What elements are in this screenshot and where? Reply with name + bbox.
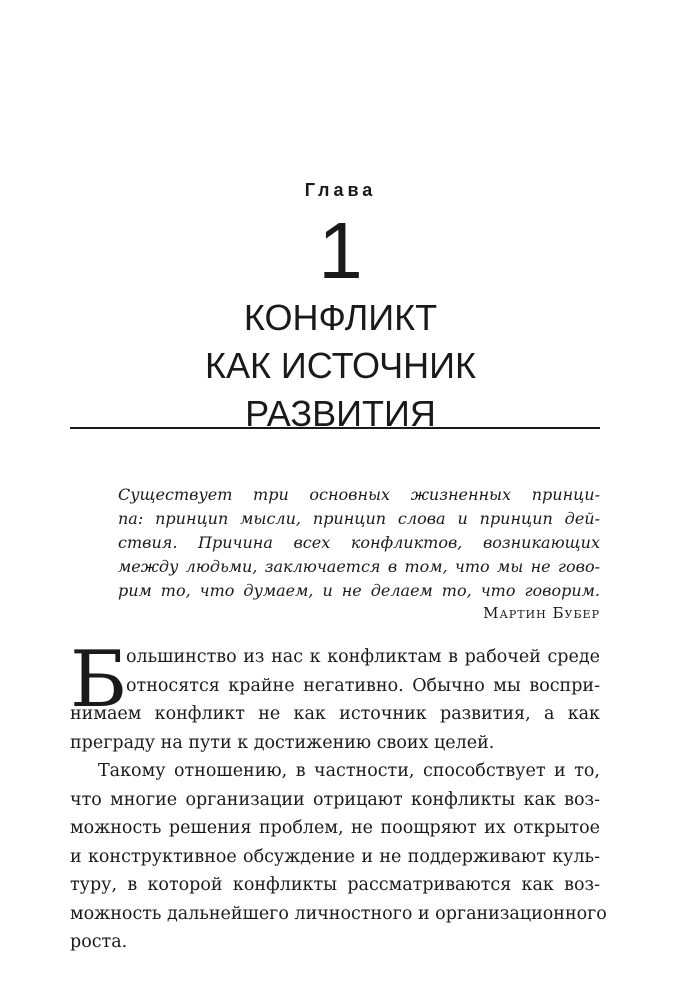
epigraph-line: рим то, что думаем, и не делаем то, что говорим. [118,581,600,600]
paragraph-line: что многие организации отрицают конфликты как воз- [70,789,600,810]
paragraph-line: нимаем конфликт не как источник развития, а как [70,704,600,724]
paragraph-line: туру, в которой конфликты рассматриваются как воз- [70,875,600,895]
epigraph-line: па: принцип мысли, принцип слова и принцип дей- [118,509,600,528]
chapter-number: 1 [318,206,363,295]
paragraph-line: Такому отношению, в частности, способствует и то, [98,761,600,781]
chapter-title-line: КОНФЛИКТ [243,297,438,338]
chapter-title-line: КАК ИСТОЧНИК [204,345,477,386]
chapter-title-line: РАЗВИТИЯ [245,393,436,434]
drop-cap: Б [70,635,128,725]
body-text [70,635,607,957]
epigraph [118,483,600,603]
paragraph-line: можность дальнейшего личностного и организационного [70,903,607,924]
epigraph-line: Существует три основных жизненных принци- [118,485,600,504]
epigraph-line: ствия. Причина всех конфликтов, возникающих [118,533,600,552]
paragraph-line: преграду на пути к достижению своих целей. [70,732,495,753]
chapter-label: Глава [304,180,377,200]
horizontal-rule [70,427,600,429]
paragraph-line: относятся крайне негативно. Обычно мы воспри- [126,675,600,696]
paragraph-line: ольшинство из нас к конфликтам в рабочей среде [126,647,600,667]
paragraph-line: и конструктивное обсуждение и не поддерживают куль- [70,846,600,867]
paragraph-line: роста. [70,932,128,952]
epigraph-author: Мартин Бубер [483,604,600,622]
chapter-title [0,294,681,438]
epigraph-line: между людьми, заключается в том, что мы не гово- [118,557,600,576]
paragraph-line: можность решения проблем, не поощряют их открытое [70,818,600,838]
